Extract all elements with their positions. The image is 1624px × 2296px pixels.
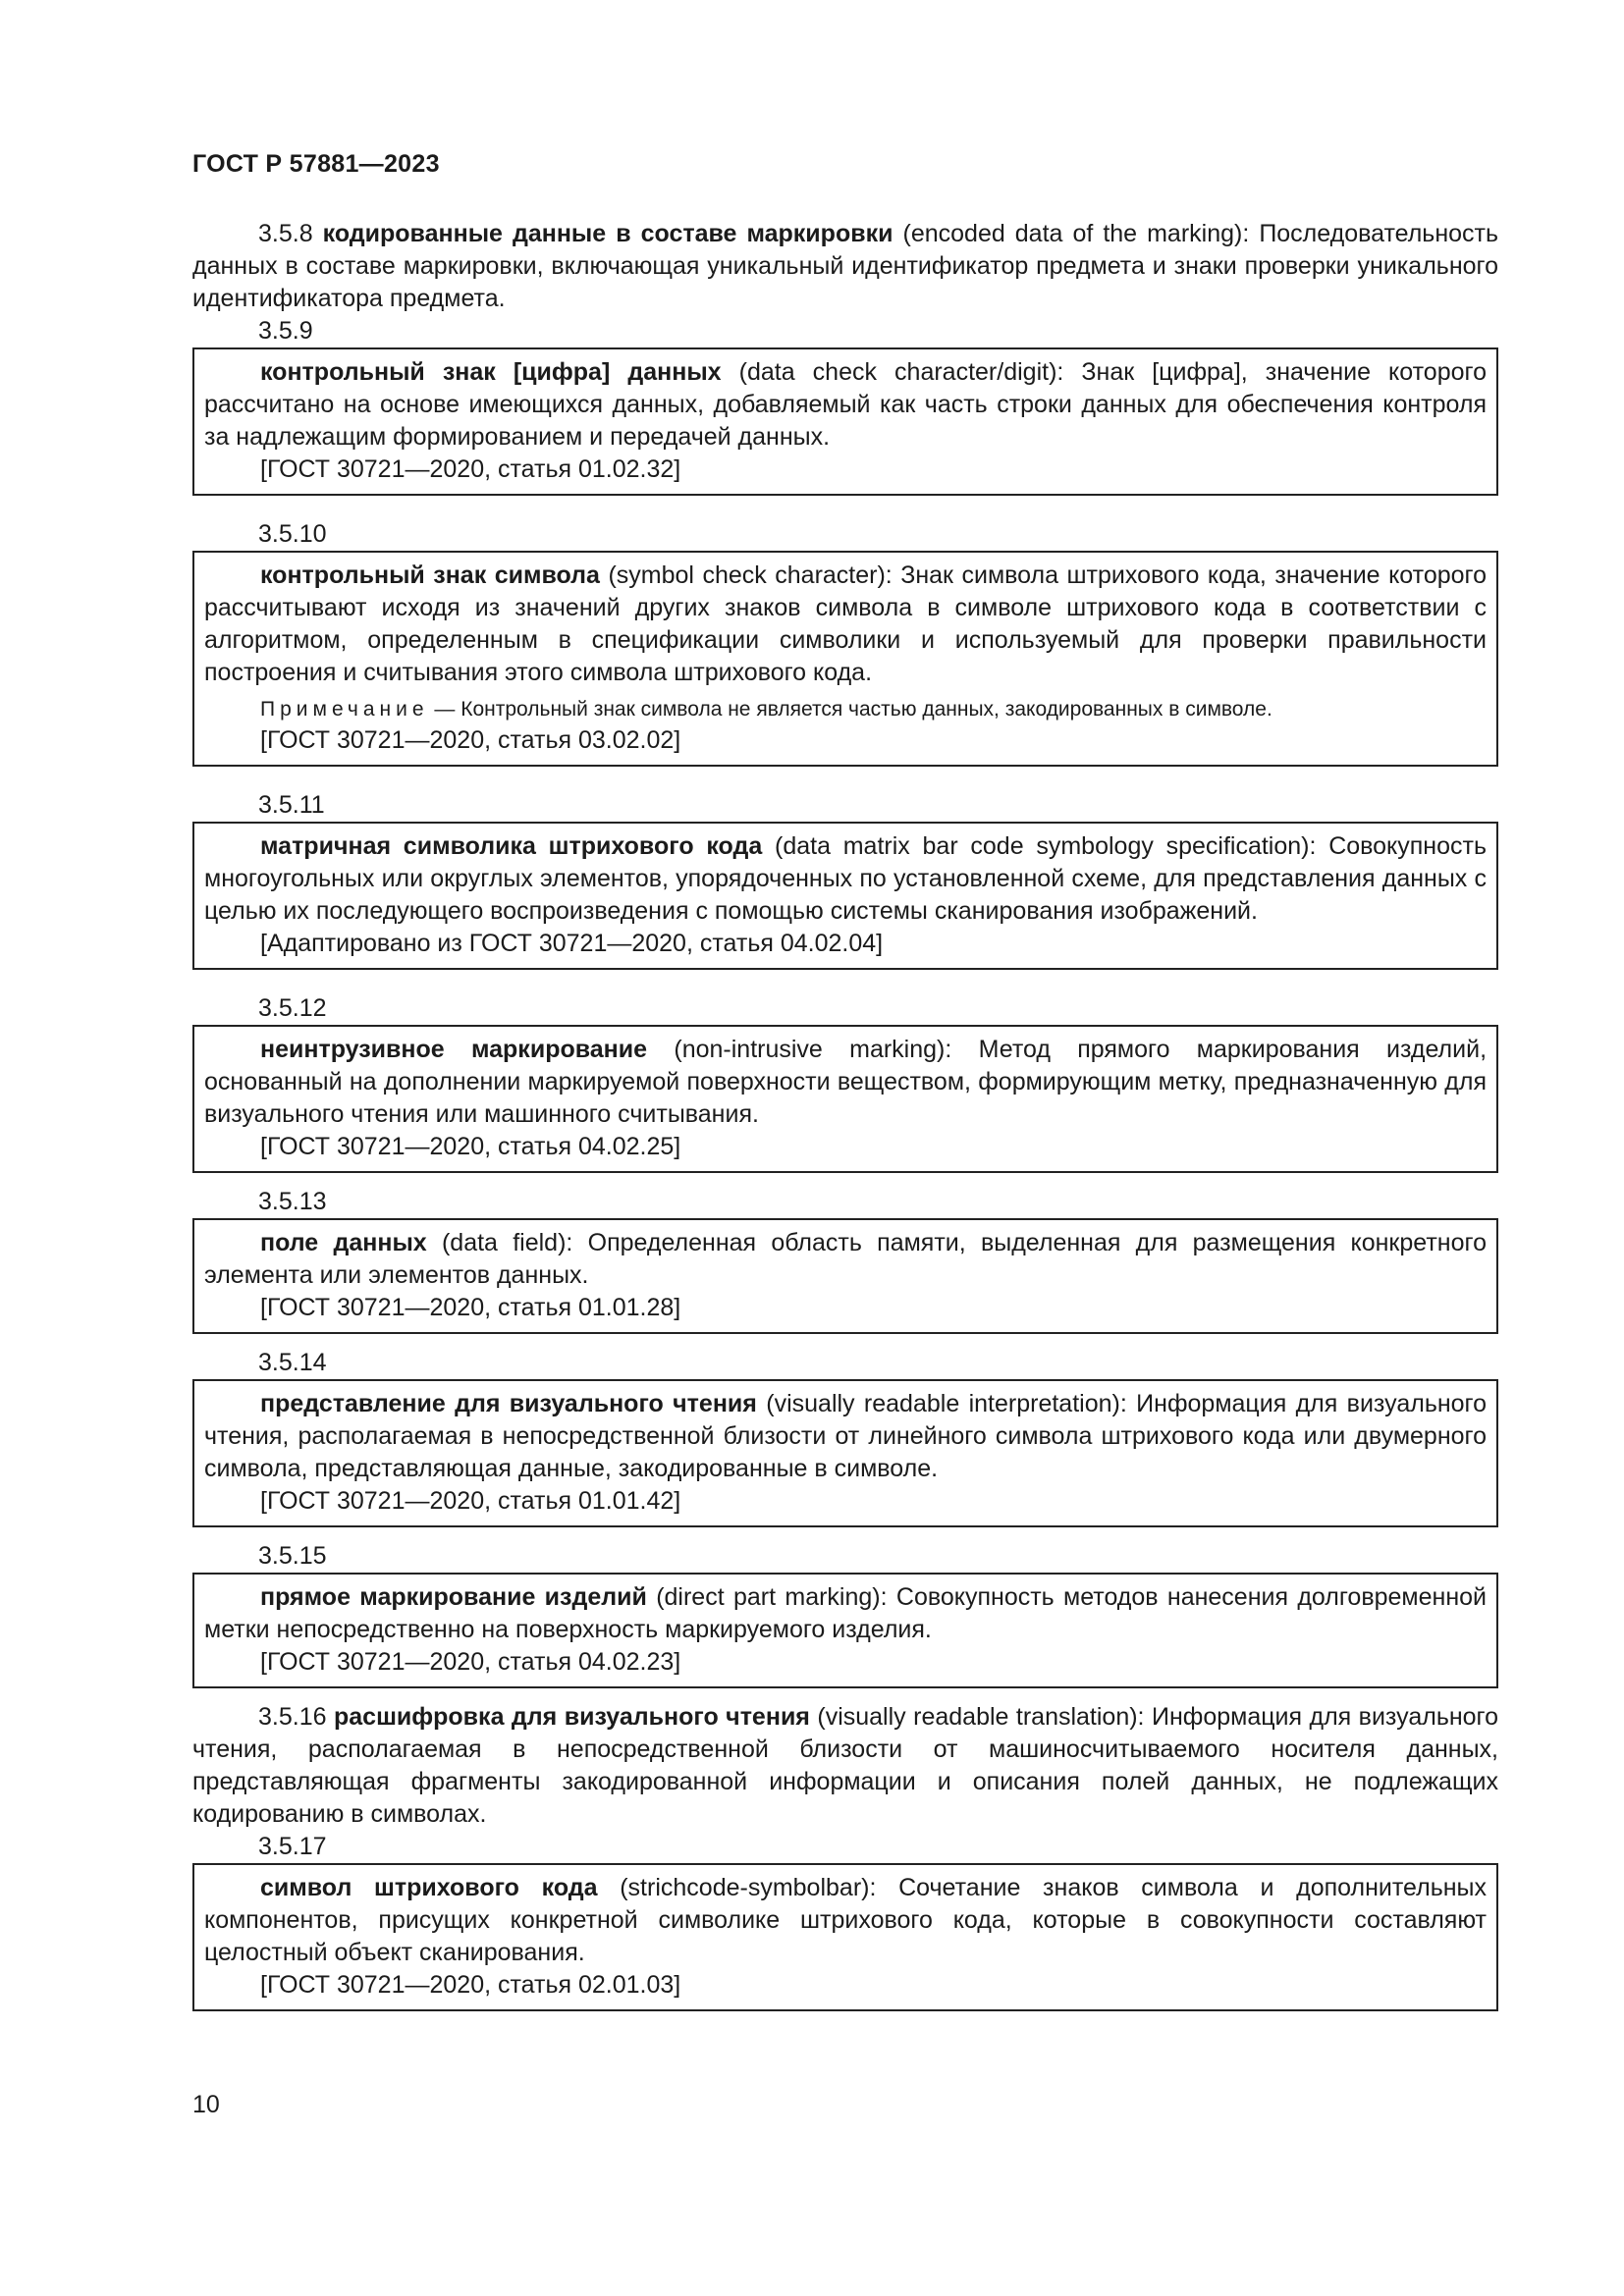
term-number: 3.5.8 — [258, 220, 313, 247]
term-name: представление для визуального чтения — [260, 1390, 757, 1417]
terms-content — [192, 218, 1498, 2024]
term-definition: Метод прямого маркирования изделий, основанный на дополнении маркируемой поверхности веществом, формирующим метку, предназначенную для визуального чтения или машинного считывания. — [204, 1036, 1488, 1128]
term-body — [204, 1227, 1487, 1292]
term-box-3-5-14 — [192, 1379, 1498, 1527]
term-source: [ГОСТ 30721—2020, статья 02.01.03] — [260, 1971, 681, 1999]
term-name: неинтрузивное маркирование — [260, 1036, 648, 1063]
term-number-3-5-13: 3.5.13 — [258, 1188, 327, 1215]
term-definition: Совокупность многоугольных или округлых элементов, упорядоченных по установленной схеме, для представления данных с целью их последующего воспроизведения с помощью системы сканирования изображений. — [204, 832, 1487, 925]
term-note — [204, 695, 1487, 724]
term-body — [204, 830, 1487, 928]
term-english: (data field): — [441, 1229, 573, 1256]
term-definition: Сочетание знаков символа и дополнительных компонентов, присущих конкретной символике штрихового кода, которые в совокупности составляют целостный объект сканирования. — [204, 1874, 1488, 1966]
term-name: расшифровка для визуального чтения — [333, 1703, 810, 1731]
term-english: (symbol check character): — [608, 561, 893, 589]
term-3-5-8 — [192, 218, 1498, 315]
term-body — [204, 1388, 1487, 1485]
term-definition: Знак [цифра], значение которого рассчитано на основе имеющихся данных, добавляемый как часть строки данных для обеспечения контроля за надлежащим формированием и передачей данных. — [204, 358, 1487, 451]
term-source: [ГОСТ 30721—2020, статья 01.01.28] — [260, 1294, 681, 1321]
note-label: Примечание — [260, 698, 429, 721]
term-number: 3.5.16 — [258, 1703, 327, 1731]
term-number-3-5-11: 3.5.11 — [258, 791, 325, 819]
term-name: кодированные данные в составе маркировки — [322, 220, 893, 247]
term-name: матричная символика штрихового кода — [260, 832, 763, 860]
term-definition: Определенная область памяти, выделенная для размещения конкретного элемента или элементов данных. — [204, 1229, 1487, 1289]
term-english: (encoded data of the marking): — [902, 220, 1250, 247]
term-source: [Адаптировано из ГОСТ 30721—2020, статья 04.02.04] — [260, 930, 884, 957]
term-english: (visually readable translation): — [817, 1703, 1145, 1731]
term-source: [ГОСТ 30721—2020, статья 01.02.32] — [260, 455, 681, 483]
term-definition: Информация для визуального чтения, располагаемая в непосредственной близости от линейного символа штрихового кода или двумерного символа, представляющая данные, закодированные в символе. — [204, 1390, 1488, 1482]
term-source: [ГОСТ 30721—2020, статья 03.02.02] — [260, 726, 681, 754]
term-body — [204, 1034, 1487, 1131]
term-number-3-5-10: 3.5.10 — [258, 520, 327, 548]
term-box-3-5-9 — [192, 347, 1498, 496]
term-source: [ГОСТ 30721—2020, статья 04.02.25] — [260, 1133, 681, 1160]
term-number-3-5-17: 3.5.17 — [258, 1833, 327, 1860]
term-name: контрольный знак символа — [260, 561, 600, 589]
page-number: 10 — [192, 2091, 220, 2118]
term-name: поле данных — [260, 1229, 427, 1256]
page-header-doc-id: ГОСТ Р 57881—2023 — [192, 150, 440, 178]
term-definition: Совокупность методов нанесения долговременной метки непосредственно на поверхность маркируемого изделия. — [204, 1583, 1487, 1643]
term-body — [204, 560, 1487, 689]
term-english: (non-intrusive marking): — [674, 1036, 952, 1063]
term-name: символ штрихового кода — [260, 1874, 598, 1901]
term-english: (direct part marking): — [656, 1583, 888, 1611]
term-name: прямое маркирование изделий — [260, 1583, 647, 1611]
term-body — [204, 356, 1487, 454]
term-number-3-5-15: 3.5.15 — [258, 1542, 327, 1570]
term-definition: Знак символа штрихового кода, значение которого рассчитывают исходя из значений других знаков символа в символе штрихового кода в соответствии с алгоритмом, определенным в спецификации символики и используемый для проверки правильности построения и считывания этого символа штрихового кода. — [204, 561, 1487, 686]
term-body — [204, 1872, 1487, 1969]
term-name: контрольный знак [цифра] данных — [260, 358, 722, 386]
term-source: [ГОСТ 30721—2020, статья 04.02.23] — [260, 1648, 681, 1676]
term-definition: Последовательность данных в составе маркировки, включающая уникальный идентификатор предмета и знаки проверки уникального идентификатора предмета. — [192, 220, 1499, 312]
term-box-3-5-17 — [192, 1863, 1498, 2011]
term-english: (visually readable interpretation): — [766, 1390, 1127, 1417]
term-box-3-5-10 — [192, 551, 1498, 767]
term-number-3-5-12: 3.5.12 — [258, 994, 327, 1022]
note-text: — Контрольный знак символа не является частью данных, закодированных в символе. — [428, 698, 1272, 721]
term-3-5-16 — [192, 1701, 1498, 1831]
term-box-3-5-12 — [192, 1025, 1498, 1173]
term-box-3-5-11 — [192, 822, 1498, 970]
term-english: (data matrix bar code symbology specification): — [775, 832, 1317, 860]
term-box-3-5-13 — [192, 1218, 1498, 1334]
term-box-3-5-15 — [192, 1573, 1498, 1688]
term-definition: Информация для визуального чтения, располагаемая в непосредственной близости от машиносчитываемого носителя данных, представляющая фрагменты закодированной информации и описания полей данных, не подлежащих кодированию в символах. — [192, 1703, 1499, 1828]
term-english: (data check character/digit): — [738, 358, 1064, 386]
term-english: (strichcode-symbolbar): — [620, 1874, 877, 1901]
term-source: [ГОСТ 30721—2020, статья 01.01.42] — [260, 1487, 681, 1515]
term-body — [204, 1581, 1487, 1646]
term-number-3-5-14: 3.5.14 — [258, 1349, 327, 1376]
term-number-3-5-9: 3.5.9 — [258, 317, 313, 345]
